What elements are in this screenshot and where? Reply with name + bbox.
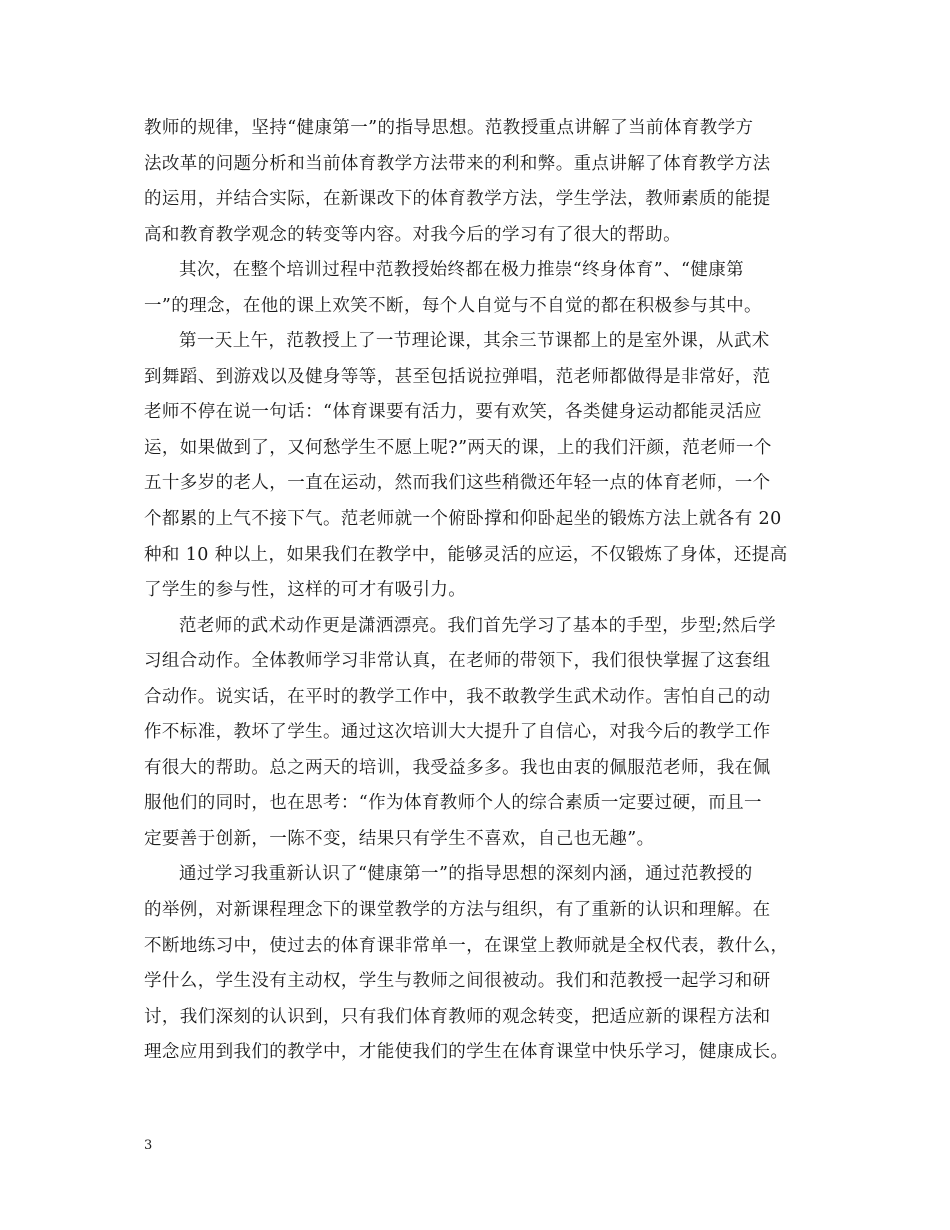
text-line: 习组合动作。全体教师学习非常认真，在老师的带领下，我们很快掌握了这套组 [144, 651, 771, 672]
text-line: 运，如果做到了，又何愁学生不愿上呢?”两天的课，上的我们汗颜，范老师一个 [144, 437, 772, 458]
text-line: 其次，在整个培训过程中范教授始终都在极力推崇“终身体育”、“健康第 [179, 260, 745, 281]
text-line: 合动作。说实话，在平时的教学工作中，我不敢教学生武术动作。害怕自己的动 [144, 686, 771, 707]
text-line: 法改革的问题分析和当前体育教学方法带来的利和弊。重点讲解了体育教学方法 [144, 153, 771, 174]
text-line: 五十多岁的老人，一直在运动，然而我们这些稍微还年轻一点的体育老师，一个 [144, 473, 771, 494]
text-line: 作不标准，教坏了学生。通过这次培训大大提升了自信心，对我今后的教学工作 [144, 722, 771, 743]
body-text [144, 111, 826, 1071]
text-line: 了学生的参与性，这样的可才有吸引力。 [144, 580, 467, 601]
text-line: 有很大的帮助。总之两天的培训，我受益多多。我也由衷的佩服范老师，我在佩 [144, 757, 771, 778]
text-line: 第一天上午，范教授上了一节理论课，其余三节课都上的是室外课，从武术 [179, 331, 770, 352]
text-line: 高和教育教学观念的转变等内容。对我今后的学习有了很大的帮助。 [144, 224, 681, 245]
text-line: 定要善于创新，一陈不变，结果只有学生不喜欢，自己也无趣”。 [144, 828, 655, 849]
text-line: 讨，我们深刻的认识到，只有我们体育教师的观念转变，把适应新的课程方法和 [144, 1006, 771, 1027]
text-line: 范老师的武术动作更是潇洒漂亮。我们首先学习了基本的手型，步型;然后学 [179, 615, 776, 636]
text-line: 理念应用到我们的教学中，才能使我们的学生在体育课堂中快乐学习，健康成长。 [144, 1042, 789, 1063]
page-number: 3 [144, 1138, 153, 1153]
text-line: 一”的理念，在他的课上欢笑不断，每个人自觉与不自觉的都在积极参与其中。 [144, 295, 762, 316]
text-line: 个都累的上气不接下气。范老师就一个俯卧撑和仰卧起坐的锻炼方法上就各有 20 [144, 509, 782, 530]
text-line: 教师的规律，坚持“健康第一”的指导思想。范教授重点讲解了当前体育教学方 [144, 118, 754, 138]
text-line: 通过学习我重新认识了“健康第一”的指导思想的深刻内涵，通过范教授的 [179, 864, 753, 885]
text-line: 服他们的同时，也在思考：“作为体育教师个人的综合素质一定要过硬，而且一 [144, 793, 762, 814]
text-line: 不断地练习中，使过去的体育课非常单一，在课堂上教师就是全权代表，教什么， [144, 935, 789, 956]
text-line: 种和 10 种以上，如果我们在教学中，能够灵活的应运，不仅锻炼了身体，还提高 [144, 544, 788, 565]
text-line: 老师不停在说一句话：“体育课要有活力，要有欢笑，各类健身运动都能灵活应 [144, 402, 762, 423]
text-line: 的举例，对新课程理念下的课堂教学的方法与组织，有了重新的认识和理解。在 [144, 900, 771, 921]
text-line: 到舞蹈、到游戏以及健身等等，甚至包括说拉弹唱，范老师都做得是非常好，范 [144, 366, 771, 387]
text-line: 的运用，并结合实际，在新课改下的体育教学方法，学生学法，教师素质的能提 [144, 189, 771, 210]
text-line: 学什么，学生没有主动权，学生与教师之间很被动。我们和范教授一起学习和研 [144, 971, 771, 992]
